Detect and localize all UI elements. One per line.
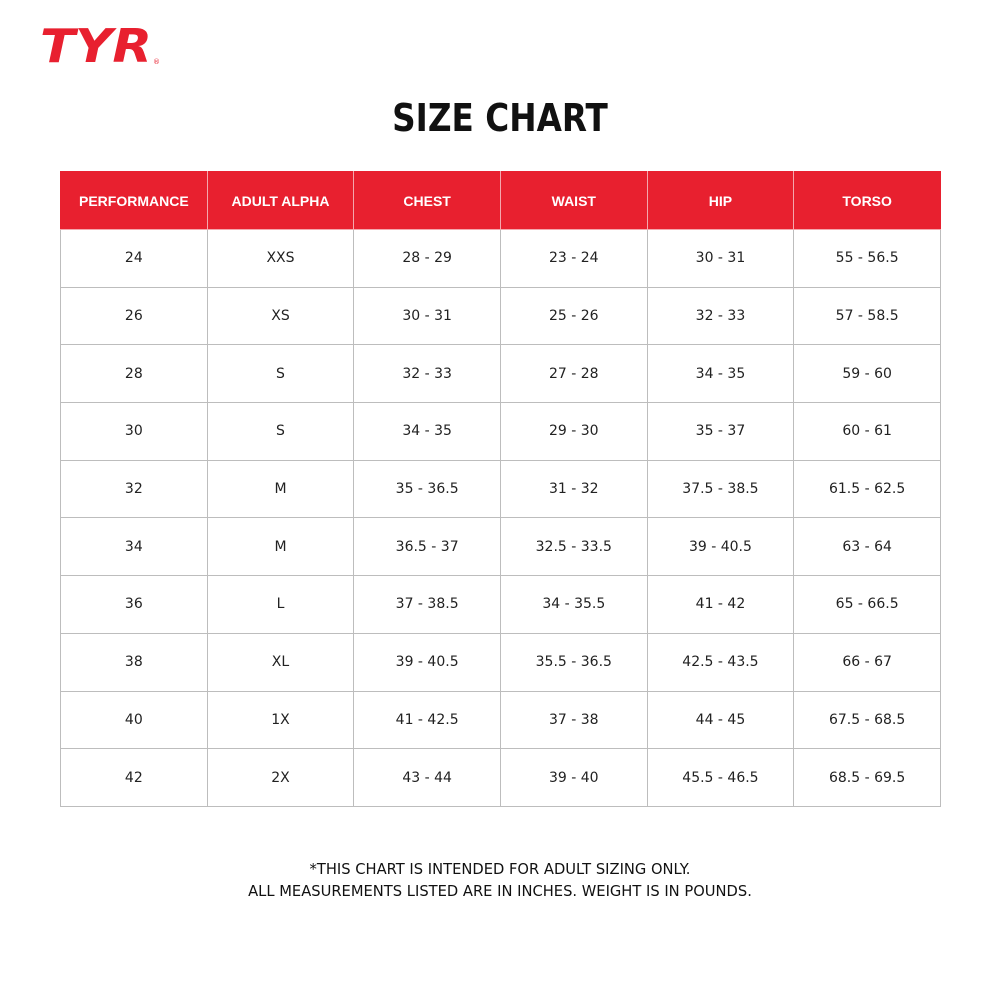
table-row bbox=[61, 403, 941, 461]
cell-performance: 34 bbox=[61, 518, 208, 576]
cell-torso: 65 - 66.5 bbox=[794, 576, 941, 634]
cell-torso: 66 - 67 bbox=[794, 633, 941, 691]
footnote-line-2: ALL MEASUREMENTS LISTED ARE IN INCHES. WEIGHT IS IN POUNDS. bbox=[248, 882, 752, 900]
table-body bbox=[61, 230, 941, 807]
cell-torso: 57 - 58.5 bbox=[794, 287, 941, 345]
table-row bbox=[61, 345, 941, 403]
cell-chest: 37 - 38.5 bbox=[354, 576, 501, 634]
cell-chest: 41 - 42.5 bbox=[354, 691, 501, 749]
cell-performance: 36 bbox=[61, 576, 208, 634]
cell-hip: 37.5 - 38.5 bbox=[647, 460, 794, 518]
cell-waist: 23 - 24 bbox=[500, 230, 647, 288]
column-header-performance: PERFORMANCE bbox=[61, 172, 208, 230]
cell-hip: 45.5 - 46.5 bbox=[647, 749, 794, 807]
cell-adult-alpha: M bbox=[207, 460, 354, 518]
registered-mark: ® bbox=[153, 58, 160, 66]
cell-chest: 35 - 36.5 bbox=[354, 460, 501, 518]
cell-chest: 32 - 33 bbox=[354, 345, 501, 403]
cell-waist: 25 - 26 bbox=[500, 287, 647, 345]
table-row bbox=[61, 576, 941, 634]
cell-performance: 42 bbox=[61, 749, 208, 807]
cell-waist: 35.5 - 36.5 bbox=[500, 633, 647, 691]
cell-waist: 34 - 35.5 bbox=[500, 576, 647, 634]
cell-torso: 60 - 61 bbox=[794, 403, 941, 461]
cell-performance: 24 bbox=[61, 230, 208, 288]
column-header-hip: HIP bbox=[647, 172, 794, 230]
cell-performance: 28 bbox=[61, 345, 208, 403]
cell-torso: 63 - 64 bbox=[794, 518, 941, 576]
logo-text: TYR bbox=[40, 19, 152, 68]
cell-performance: 26 bbox=[61, 287, 208, 345]
footnote bbox=[0, 858, 1000, 902]
table-header-row bbox=[61, 172, 941, 230]
cell-chest: 30 - 31 bbox=[354, 287, 501, 345]
cell-torso: 68.5 - 69.5 bbox=[794, 749, 941, 807]
tyr-logo-mark bbox=[40, 12, 160, 68]
cell-waist: 37 - 38 bbox=[500, 691, 647, 749]
cell-adult-alpha: S bbox=[207, 403, 354, 461]
column-header-torso: TORSO bbox=[794, 172, 941, 230]
cell-hip: 42.5 - 43.5 bbox=[647, 633, 794, 691]
cell-adult-alpha: XL bbox=[207, 633, 354, 691]
cell-performance: 30 bbox=[61, 403, 208, 461]
table-row bbox=[61, 230, 941, 288]
cell-waist: 29 - 30 bbox=[500, 403, 647, 461]
cell-waist: 39 - 40 bbox=[500, 749, 647, 807]
table-row bbox=[61, 460, 941, 518]
cell-waist: 27 - 28 bbox=[500, 345, 647, 403]
table-row bbox=[61, 287, 941, 345]
cell-hip: 34 - 35 bbox=[647, 345, 794, 403]
table-row bbox=[61, 633, 941, 691]
table-row bbox=[61, 749, 941, 807]
cell-torso: 59 - 60 bbox=[794, 345, 941, 403]
cell-adult-alpha: L bbox=[207, 576, 354, 634]
cell-chest: 28 - 29 bbox=[354, 230, 501, 288]
page-title: SIZE CHART bbox=[392, 96, 608, 140]
cell-hip: 41 - 42 bbox=[647, 576, 794, 634]
cell-adult-alpha: XS bbox=[207, 287, 354, 345]
cell-chest: 43 - 44 bbox=[354, 749, 501, 807]
column-header-chest: CHEST bbox=[354, 172, 501, 230]
column-header-waist: WAIST bbox=[500, 172, 647, 230]
cell-torso: 55 - 56.5 bbox=[794, 230, 941, 288]
cell-waist: 32.5 - 33.5 bbox=[500, 518, 647, 576]
cell-adult-alpha: M bbox=[207, 518, 354, 576]
cell-chest: 34 - 35 bbox=[354, 403, 501, 461]
cell-torso: 61.5 - 62.5 bbox=[794, 460, 941, 518]
cell-waist: 31 - 32 bbox=[500, 460, 647, 518]
cell-adult-alpha: 1X bbox=[207, 691, 354, 749]
cell-adult-alpha: S bbox=[207, 345, 354, 403]
cell-chest: 39 - 40.5 bbox=[354, 633, 501, 691]
cell-performance: 40 bbox=[61, 691, 208, 749]
table-row bbox=[61, 518, 941, 576]
cell-hip: 30 - 31 bbox=[647, 230, 794, 288]
cell-adult-alpha: 2X bbox=[207, 749, 354, 807]
size-table bbox=[60, 171, 941, 807]
cell-hip: 39 - 40.5 bbox=[647, 518, 794, 576]
cell-performance: 38 bbox=[61, 633, 208, 691]
cell-torso: 67.5 - 68.5 bbox=[794, 691, 941, 749]
cell-hip: 44 - 45 bbox=[647, 691, 794, 749]
tyr-logo bbox=[40, 12, 160, 68]
cell-chest: 36.5 - 37 bbox=[354, 518, 501, 576]
cell-adult-alpha: XXS bbox=[207, 230, 354, 288]
cell-hip: 32 - 33 bbox=[647, 287, 794, 345]
table-row bbox=[61, 691, 941, 749]
cell-performance: 32 bbox=[61, 460, 208, 518]
column-header-adult-alpha: ADULT ALPHA bbox=[207, 172, 354, 230]
cell-hip: 35 - 37 bbox=[647, 403, 794, 461]
footnote-line-1: *THIS CHART IS INTENDED FOR ADULT SIZING ONLY. bbox=[309, 860, 691, 878]
